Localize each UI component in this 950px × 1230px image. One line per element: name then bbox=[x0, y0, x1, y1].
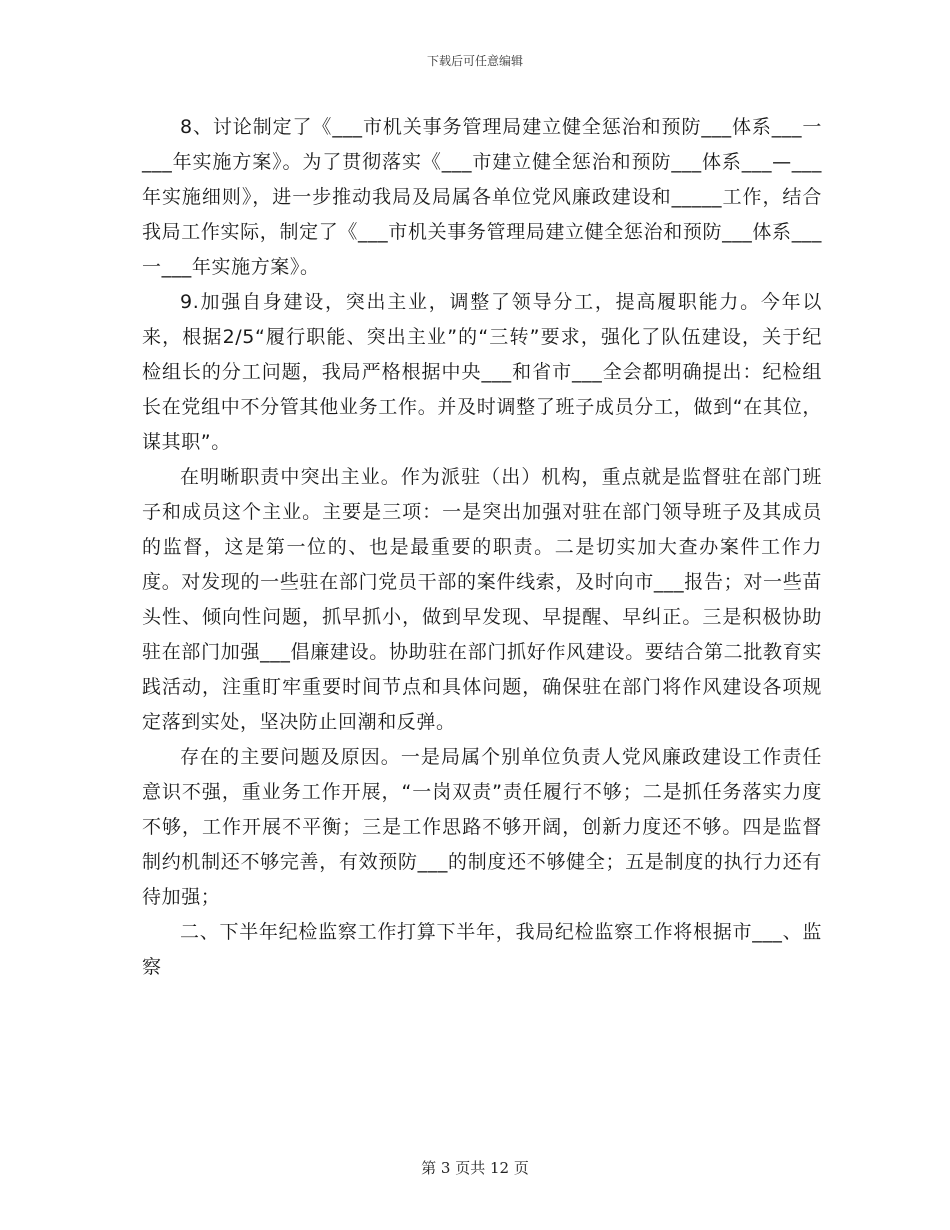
page-footer: 第 3 页共 12 页 bbox=[421, 1159, 529, 1177]
page-header: 下载后可任意编辑 bbox=[426, 54, 523, 68]
paragraph-item-8: 8、讨论制定了《___市机关事务管理局建立健全惩治和预防___体系___一___年实施方案》。为了贯彻落实《___市建立健全惩治和预防___体系___—___年实施细则》，进一步推动我局及局属各单位党风廉政建设和_____工作，结合我局工作实际，制定了《___市机关事务管理局建立健全惩治和预防___体系___一___年实施方案》。 bbox=[142, 116, 822, 278]
document-body bbox=[142, 110, 822, 985]
paragraph-second-half-plan: 二、下半年纪检监察工作打算下半年，我局纪检监察工作将根据市___、监察 bbox=[142, 921, 822, 978]
paragraph-focus-duties: 在明晰职责中突出主业。作为派驻（出）机构，重点就是监督驻在部门班子和成员这个主业。主要是三项：一是突出加强对驻在部门领导班子及其成员的监督，这是第一位的、也是最重要的职责。二是切实加大查办案件工作力度。对发现的一些驻在部门党员干部的案件线索，及时向市___报告；对一些苗头性、倾向性问题，抓早抓小，做到早发现、早提醒、早纠正。三是积极协助驻在部门加强___倡廉建设。协助驻在部门抓好作风建设。要结合第二批教育实践活动，注重盯牢重要时间节点和具体问题，确保驻在部门将作风建设各项规定落到实处，坚决防止回潮和反弹。 bbox=[142, 466, 822, 733]
paragraph-problems: 存在的主要问题及原因。一是局属个别单位负责人党风廉政建设工作责任意识不强，重业务工作开展，“一岗双责”责任履行不够；二是抓任务落实力度不够，工作开展不平衡；三是工作思路不够开阔，创新力度还不够。四是监督制约机制还不够完善，有效预防___的制度还不够健全；五是制度的执行力还有待加强； bbox=[142, 746, 822, 908]
paragraph-item-9: 9.加强自身建设，突出主业，调整了领导分工，提高履职能力。今年以来，根据2/5“履行职能、突出主业”的“三转”要求，强化了队伍建设，关于纪检组长的分工问题，我局严格根据中央___和省市___全会都明确提出：纪检组长在党组中不分管其他业务工作。并及时调整了班子成员分工，做到“在其位，谋其职”。 bbox=[142, 291, 822, 453]
